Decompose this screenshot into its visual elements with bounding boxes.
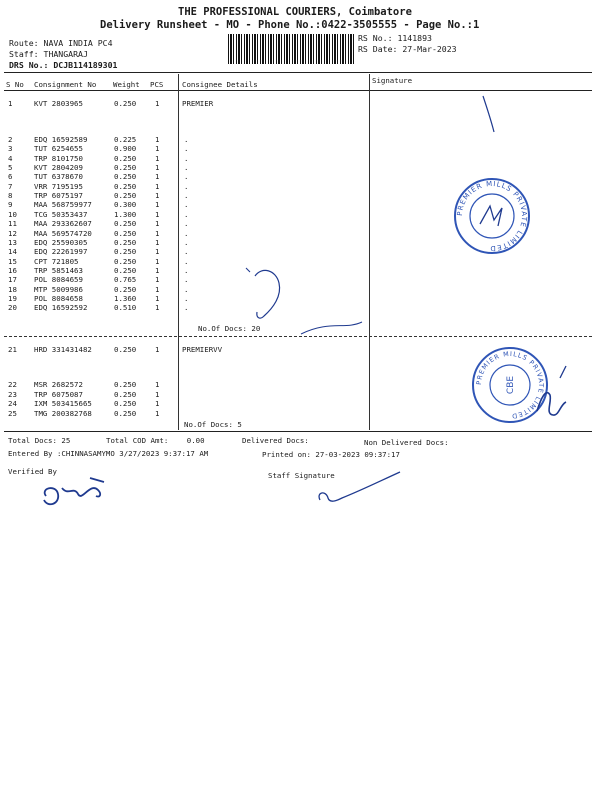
sno-cell: 22 <box>8 380 17 389</box>
consignment-cell: IXM 503415665 <box>34 399 92 408</box>
weight-cell: 0.250 <box>114 237 137 247</box>
sno-cell: 8 <box>8 191 13 201</box>
route-value: NAVA INDIA PC4 <box>43 38 113 48</box>
consignment-cell: TRP 5851463 <box>34 265 83 275</box>
signature-tick <box>483 96 494 132</box>
weight-cell: 0.225 <box>114 135 137 144</box>
weight-cell: 0.250 <box>114 219 137 229</box>
consignee-dot: . <box>184 135 189 144</box>
consignment-cell: EDQ 25590305 <box>34 237 88 247</box>
docs-label: No.Of Docs: <box>184 420 233 429</box>
stamp-2-center: CBE <box>506 375 516 395</box>
consignee-dot: . <box>184 191 189 201</box>
weight-cell: 0.250 <box>114 256 137 266</box>
pcs-cell: 1 <box>155 275 160 285</box>
total-cod-label: Total COD Amt: <box>106 436 169 445</box>
consignee-dot: . <box>184 200 189 210</box>
sno-cell: 10 <box>8 209 17 219</box>
consignment-cell: EDQ 22261997 <box>34 247 88 257</box>
weight-cell: 0.250 <box>114 181 137 191</box>
pcs-cell: 1 <box>155 399 160 408</box>
sno-cell: 16 <box>8 265 17 275</box>
sno-cell: 24 <box>8 399 17 408</box>
col-header-consignee: Consignee Details <box>182 80 258 89</box>
consignee-dot: . <box>184 172 189 182</box>
sno-cell: 9 <box>8 200 13 210</box>
printed-on: Printed on: 27-03-2023 09:37:17 <box>262 450 400 459</box>
total-cod-value: 0.00 <box>186 436 205 445</box>
staff-value: THANGARAJ <box>43 49 88 59</box>
consignment-cell: TUT 6378670 <box>34 172 83 182</box>
verifier-signature <box>44 478 104 504</box>
pcs-cell: 1 <box>155 219 160 229</box>
consignee-dot: . <box>184 163 189 173</box>
consignee-dot: . <box>184 275 189 285</box>
entered-by: Entered By :CHINNASAMYMO 3/27/2023 9:37:17 AM <box>8 449 209 458</box>
weight-cell: 0.900 <box>114 144 137 154</box>
pcs-cell: 1 <box>155 389 160 399</box>
weight-cell: 0.250 <box>114 191 137 201</box>
sno-cell: 4 <box>8 153 13 163</box>
sno-cell: 1 <box>8 99 13 108</box>
pcs-cell: 1 <box>155 209 160 219</box>
stamp-1-text: PREMIER MILLS PRIVATE LIMITED <box>455 179 529 253</box>
pcs-cell: 1 <box>155 265 160 275</box>
total-docs-label: Total Docs: <box>8 436 57 445</box>
receiver-signature <box>537 393 566 415</box>
sno-cell: 18 <box>8 284 17 294</box>
consignee-dot: . <box>184 256 189 266</box>
consignee-dot: . <box>184 237 189 247</box>
non-delivered-docs-label: Non Delivered Docs: <box>364 438 449 447</box>
sno-cell: 6 <box>8 172 13 182</box>
consignee-dot: . <box>184 293 189 303</box>
sno-cell: 17 <box>8 275 17 285</box>
weight-cell: 0.250 <box>114 99 137 108</box>
pen-loop-mark <box>255 270 280 318</box>
pcs-cell: 1 <box>155 163 160 173</box>
consignee-dot: . <box>184 303 189 313</box>
total-docs-value: 25 <box>61 436 71 445</box>
verified-by: Verified By <box>8 467 57 476</box>
consignee-dot: . <box>184 247 189 257</box>
pcs-cell: 1 <box>155 247 160 257</box>
consignment-cell: VRR 7195195 <box>34 181 83 191</box>
sno-cell: 3 <box>8 144 13 154</box>
pcs-cell: 1 <box>155 293 160 303</box>
pcs-cell: 1 <box>155 228 160 238</box>
consignment-cell: HRD 331431482 <box>34 345 92 354</box>
staff-label: Staff: <box>9 49 39 59</box>
pcs-cell: 1 <box>155 284 160 294</box>
staff-signature-label: Staff Signature <box>268 471 335 480</box>
weight-cell: 1.360 <box>114 293 137 303</box>
docs-value: 20 <box>251 324 261 333</box>
consignment-cell: TRP 8101750 <box>34 153 83 163</box>
pcs-cell: 1 <box>155 181 160 191</box>
pen-stroke <box>301 322 362 334</box>
sno-cell: 12 <box>8 228 17 238</box>
pcs-cell: 1 <box>155 256 160 266</box>
drs-value: DCJB114189301 <box>53 60 118 70</box>
consignee-name: PREMIERVV <box>182 345 223 354</box>
consignment-cell: KVT 2803965 <box>34 99 83 108</box>
rs-date-label: RS Date: <box>358 44 398 54</box>
consignment-cell: POL 8084658 <box>34 293 83 303</box>
consignment-cell: MAA 293362607 <box>34 219 92 229</box>
weight-cell: 0.250 <box>114 163 137 173</box>
consignment-cell: CPT 721805 <box>34 256 79 266</box>
col-header-consignment: Consignment No <box>34 80 97 89</box>
consignment-cell: TRP 6075087 <box>34 389 83 399</box>
staff-signature <box>319 472 400 501</box>
consignment-cell: TUT 6254655 <box>34 144 83 154</box>
delivered-docs-label: Delivered Docs: <box>242 436 309 445</box>
docs-value: 5 <box>237 420 242 429</box>
pcs-cell: 1 <box>155 345 160 354</box>
weight-cell: 0.250 <box>114 345 137 354</box>
drs-label: DRS No.: <box>9 60 49 70</box>
pcs-cell: 1 <box>155 191 160 201</box>
route-label: Route: <box>9 38 39 48</box>
consignment-cell: TRP 6075197 <box>34 191 83 201</box>
rs-no-label: RS No.: <box>358 33 393 43</box>
consignee-dot: . <box>184 219 189 229</box>
pcs-cell: 1 <box>155 237 160 247</box>
consignment-cell: MAA 569574720 <box>34 228 92 238</box>
consignee-dot: . <box>184 265 189 275</box>
pcs-cell: 1 <box>155 99 160 108</box>
stamp-2-text: PREMIER MILLS PRIVATE LIMITED <box>474 349 546 421</box>
consignment-cell: MAA 568759977 <box>34 200 92 210</box>
consignment-cell: POL 8084659 <box>34 275 83 285</box>
consignee-dot: . <box>184 284 189 294</box>
weight-cell: 0.250 <box>114 408 137 418</box>
consignment-cell: TMG 200382768 <box>34 408 92 418</box>
pcs-cell: 1 <box>155 153 160 163</box>
weight-cell: 0.250 <box>114 247 137 257</box>
weight-cell: 0.250 <box>114 265 137 275</box>
consignee-dot: . <box>184 144 189 154</box>
sno-cell: 5 <box>8 163 13 173</box>
sno-cell: 14 <box>8 247 17 257</box>
weight-cell: 0.765 <box>114 275 137 285</box>
col-header-sno: S No <box>6 80 24 89</box>
runsheet-title: Delivery Runsheet - MO - Phone No.:0422-3505555 - Page No.:1 <box>100 19 480 31</box>
pcs-cell: 1 <box>155 303 160 313</box>
weight-cell: 0.300 <box>114 200 137 210</box>
weight-cell: 0.250 <box>114 399 137 408</box>
sno-cell: 7 <box>8 181 13 191</box>
sno-cell: 23 <box>8 389 17 399</box>
consignee-dot: . <box>184 209 189 219</box>
consignment-cell: MSR 2682572 <box>34 380 83 389</box>
col-header-weight: Weight <box>113 80 140 89</box>
consignee-dot: . <box>184 153 189 163</box>
sno-cell: 19 <box>8 293 17 303</box>
consignment-cell: KVT 2804209 <box>34 163 83 173</box>
pcs-cell: 1 <box>155 135 160 144</box>
sno-cell: 2 <box>8 135 13 144</box>
sno-cell: 15 <box>8 256 17 266</box>
consignment-cell: EDQ 16592592 <box>34 303 88 313</box>
consignment-cell: EDQ 16592589 <box>34 135 88 144</box>
weight-cell: 1.300 <box>114 209 137 219</box>
weight-cell: 0.250 <box>114 153 137 163</box>
consignment-cell: MTP 5009986 <box>34 284 83 294</box>
weight-cell: 0.510 <box>114 303 137 313</box>
consignee-name: PREMIER <box>182 99 214 108</box>
col-header-signature: Signature <box>372 76 413 85</box>
rs-no-value: 1141893 <box>397 33 432 43</box>
docs-label: No.Of Docs: <box>198 324 247 333</box>
weight-cell: 0.250 <box>114 284 137 294</box>
weight-cell: 0.250 <box>114 380 137 389</box>
pcs-cell: 1 <box>155 172 160 182</box>
consignee-dot: . <box>184 228 189 238</box>
consignee-dot: . <box>184 181 189 191</box>
pcs-cell: 1 <box>155 380 160 389</box>
pcs-cell: 1 <box>155 144 160 154</box>
consignment-cell: TCG 50353437 <box>34 209 88 219</box>
rs-date-value: 27-Mar-2023 <box>402 44 457 54</box>
pcs-cell: 1 <box>155 200 160 210</box>
sno-cell: 25 <box>8 408 17 418</box>
sno-cell: 21 <box>8 345 17 354</box>
weight-cell: 0.250 <box>114 389 137 399</box>
weight-cell: 0.250 <box>114 228 137 238</box>
pcs-cell: 1 <box>155 408 160 418</box>
company-title: THE PROFESSIONAL COURIERS, Coimbatore <box>178 6 412 18</box>
weight-cell: 0.250 <box>114 172 137 182</box>
col-header-pcs: PCS <box>150 80 164 89</box>
sno-cell: 20 <box>8 303 17 313</box>
sno-cell: 13 <box>8 237 17 247</box>
sno-cell: 11 <box>8 219 17 229</box>
